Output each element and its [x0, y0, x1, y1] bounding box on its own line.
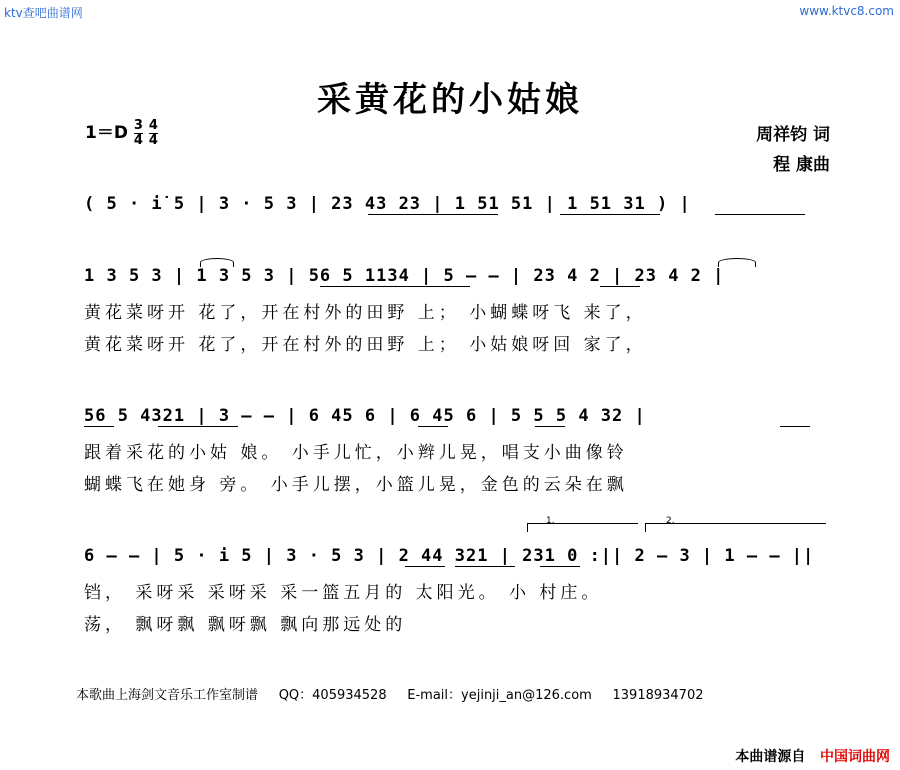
volta-bracket-1 [527, 523, 638, 532]
time-signature-2: $\frac{4}{4}$ [148, 117, 158, 148]
score-line-2-lyric-1: 黄花菜呀开 花了，开在村外的田野 上； 小蝴蝶呀飞 来了， [84, 303, 647, 323]
watermark-right: www.ktvc8.com [799, 4, 894, 18]
watermark-left: ktv查吧曲谱网 [4, 6, 83, 20]
song-title: 采黄花的小姑娘 [317, 80, 583, 120]
score-line-3-lyric-1: 跟着采花的小姑 娘。 小手儿忙，小辫儿晃，唱支小曲像铃 [84, 443, 628, 463]
tie [200, 258, 234, 267]
bottom-credit [735, 746, 890, 766]
beam [540, 566, 580, 567]
score-line-4-lyric-1: 铛， 采呀采 采呀采 采一篮五月的 太阳光。 小 村庄。 [84, 583, 603, 603]
score-line-3-lyric-2: 蝴蝶飞在她身 旁。 小手儿摆，小篮儿晃，金色的云朵在飘 [84, 475, 628, 495]
tie [718, 258, 756, 267]
volta-label-2: 2. [666, 516, 675, 526]
beam [535, 426, 565, 427]
beam [455, 566, 515, 567]
bottom-credit-prefix: 本曲谱源自 [735, 749, 806, 765]
score-line-1-notes: ( 5 · i̇ 5 | 3 · 5 3 | 23 43 23 | 1 51 51 | 1 51 31 ) | [84, 194, 691, 214]
footer-qq: QQ：405934528 [278, 688, 387, 703]
time-signature-1: $\frac{3}{4}$ [133, 117, 143, 148]
footer-studio: 本歌曲上海剑文音乐工作室制谱 [76, 688, 259, 703]
key-label: 1＝D [85, 123, 128, 143]
beam [418, 426, 448, 427]
beam [158, 426, 238, 427]
beam [560, 214, 660, 215]
beam [320, 286, 470, 287]
beam [405, 566, 445, 567]
bottom-credit-site[interactable]: 中国词曲网 [820, 749, 890, 765]
score-line-4-notes: 6 – – | 5 · i 5 | 3 · 5 3 | 2 44 321 | 231 0 :|| 2 – 3 | 1 – – || [84, 546, 815, 566]
beam [368, 214, 498, 215]
beam [715, 214, 805, 215]
lyricist-credit: 周祥钧 词 [756, 125, 830, 145]
composer-credit: 程 康曲 [773, 155, 830, 175]
score-line-2-notes: 1 3 5 3 | 1 3 5 3 | 56 5 1134 | 5 – – | 23 4 2 | 23 4 2 | [84, 266, 725, 286]
footer-email: E-mail：yejinji_an@126.com [407, 688, 592, 703]
volta-label-1: 1. [546, 516, 555, 526]
score-line-3-notes: 56 5 4321 | 3 – – | 6 45 6 | 6 45 6 | 5 5 5 4 32 | [84, 406, 646, 426]
beam [84, 426, 114, 427]
beam [600, 286, 640, 287]
beam [780, 426, 810, 427]
footer-info [76, 684, 703, 703]
score-line-2-lyric-2: 黄花菜呀开 花了，开在村外的田野 上； 小姑娘呀回 家了， [84, 335, 647, 355]
score-line-4-lyric-2: 荡， 飘呀飘 飘呀飘 飘向那远处的 [84, 615, 407, 635]
footer-phone: 13918934702 [612, 688, 704, 703]
key-signature [85, 118, 158, 148]
